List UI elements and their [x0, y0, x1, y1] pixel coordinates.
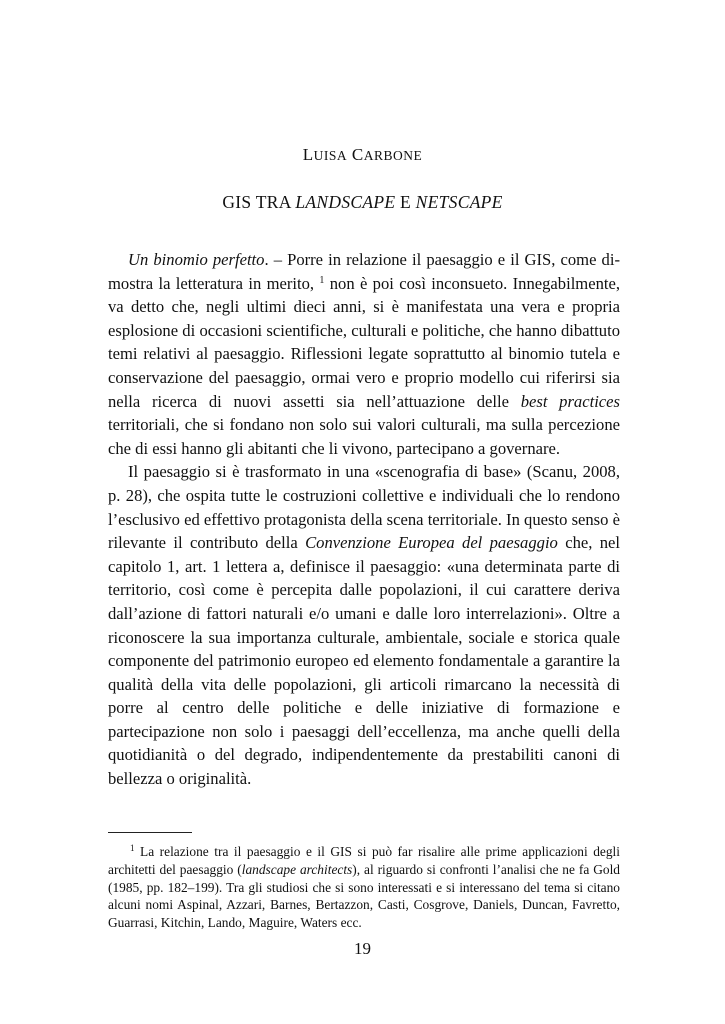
- paragraph-1-text-a: . – Porre in relazione il paesaggio e il GIS, come dimostra la letteratura in merito,: [108, 250, 620, 293]
- title-landscape: LANDSCAPE: [295, 192, 396, 212]
- paragraph-1-text-b: non è poi così inconsueto. Innegabilmente, va detto che, negli ultimi dieci anni, si è manifestata una vera e propria esplosione di occasioni scientifiche, culturali e politiche, che hanno dibattuto temi relativi al paesaggio. Riflessioni legate soprattutto al binomio tutela e conservazione del paesaggio, ormai vero e proprio modello cui riferirsi sia nella ricerca di nuovi assetti sia nell’attuazione delle: [108, 273, 620, 411]
- author-last-rest: ARBONE: [363, 148, 423, 163]
- author-name: [0, 145, 725, 165]
- footnote-separator: [108, 832, 192, 833]
- convention-title-italic: Convenzione Europea del paesaggio: [305, 533, 558, 553]
- body-text: [108, 248, 620, 791]
- footnote: [108, 843, 620, 932]
- title-part-1: GIS TRA: [222, 192, 296, 212]
- title-netscape: NETSCAPE: [415, 192, 503, 212]
- paragraph-1: [108, 248, 620, 460]
- page-number: 19: [354, 939, 371, 958]
- footnote-reference[interactable]: 1: [319, 274, 325, 286]
- footnote-text-a: La relazione tra il paesaggio e il GIS si può far risalire alle prime applicazioni degli architetti del paesaggio (: [108, 844, 620, 877]
- author-first-initial: L: [302, 145, 314, 164]
- title-part-2: E: [395, 192, 416, 212]
- paragraph-2-text-a: Il paesaggio si è trasformato in una «scenografia di base» (Scanu, 2008, p. 28), che ospita tutte le costruzioni collettive e individuali che lo rendono l’esclusivo ed effettivo protagonista della scena territoriale. In questo senso è rilevante il contributo della: [108, 462, 620, 553]
- section-heading-italic: Un binomio perfetto: [128, 250, 265, 269]
- best-practices-italic: best practices: [520, 391, 620, 411]
- footnote-paragraph: [108, 843, 620, 932]
- paragraph-2-text-b: che, nel capitolo 1, art. 1 lettera a, definisce il paesaggio: «una determinata parte di territorio, così come è percepita dalle popolazioni, il cui carattere deriva dall’azione di fattori naturali e/o umani e dalle loro interrelazioni». Oltre a riconoscere la sua importanza culturale, ambientale, sociale e storica quale componente del patrimonio europeo ed elemento fondamentale a garantire la qualità della vita delle popolazioni, gli articoli rimarcano la necessità di porre al centro delle politiche e delle iniziative di formazione e partecipazione non solo i paesaggi dell’eccellenza, ma anche quelli della quotidianità o del degrado, indipendentemente da prestabiliti canoni di bellezza o originalità.: [108, 533, 620, 789]
- paragraph-2: [108, 460, 620, 790]
- footnote-italic: landscape architects: [241, 861, 353, 877]
- footnote-text-b: ), al riguardo si confronti l’analisi che ne fa Gold (1985, pp. 182–199). Tra gli studiosi che si sono interessati e si interessano del tema si citano alcuni nomi Aspinal, Azzari, Barnes, Bertazzon, Casti, Cosgrove, Daniels, Duncan, Favretto, Guarrasi, Kitchin, Lando, Maguire, Waters ecc.: [108, 861, 620, 931]
- footnote-mark: 1: [130, 843, 135, 853]
- chapter-title: [0, 192, 725, 213]
- author-first-rest: UISA: [313, 148, 348, 163]
- paragraph-1-text-c: territoriali, che si fondano non solo sui valori culturali, ma sulla percezione che di essi hanno gli abitanti che li vivono, partecipano a governare.: [108, 415, 620, 458]
- author-last-initial: C: [351, 145, 364, 164]
